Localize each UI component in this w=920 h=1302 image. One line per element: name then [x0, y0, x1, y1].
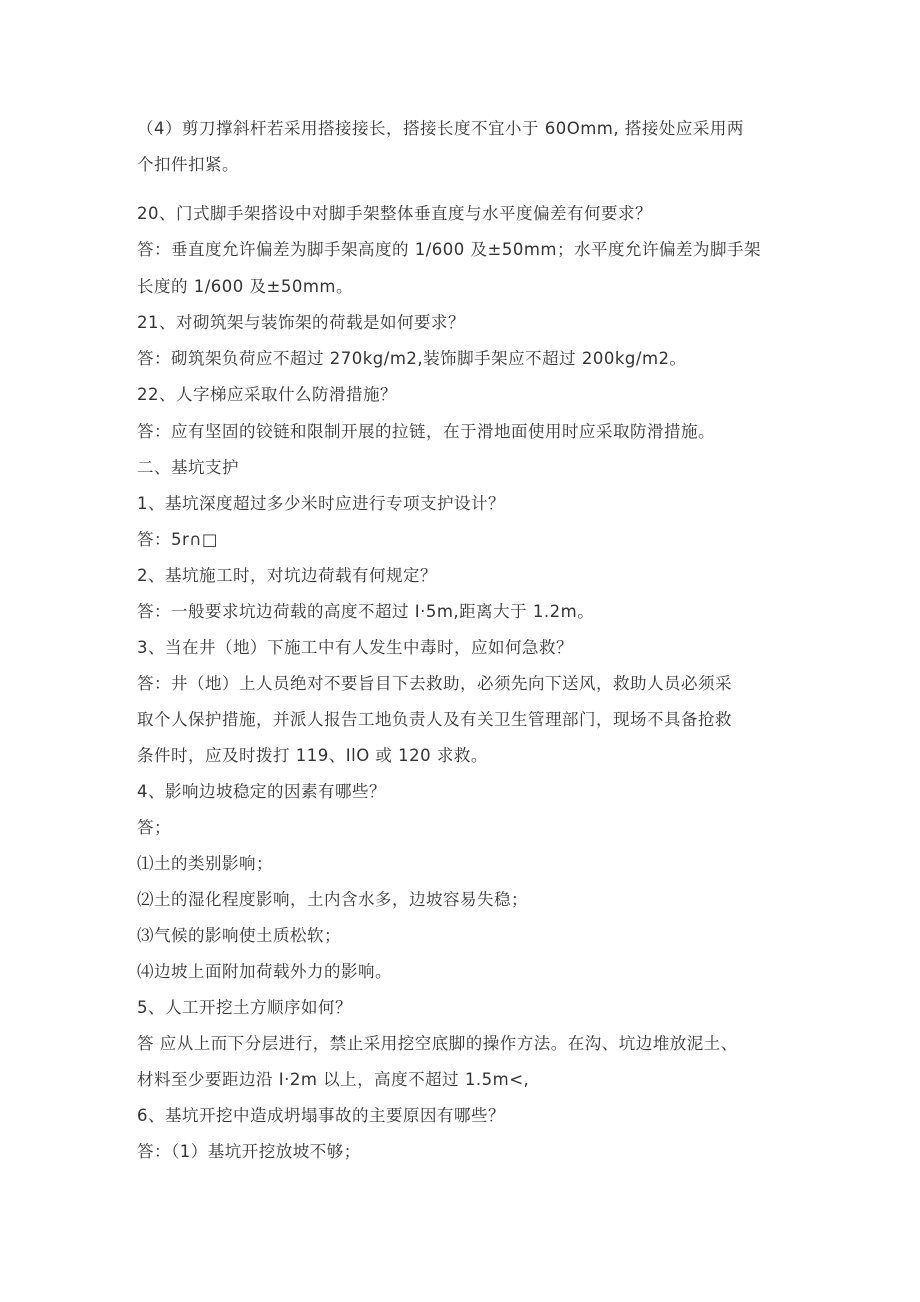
text-line: （4）剪刀撑斜杆若采用搭接接长，搭接长度不宜小于 60Omm, 搭接处应采用两 [137, 119, 744, 138]
question-6: 6、基坑开挖中造成坍塌事故的主要原因有哪些？ [137, 1106, 505, 1125]
answer-20: 答：垂直度允许偏差为脚手架高度的 1/600 及±50mm；水平度允许偏差为脚手架 [137, 240, 762, 259]
answer-4: 答； [137, 818, 171, 837]
answer-1: 答：5r∩□ [137, 530, 218, 549]
question-3: 3、当在井（地）下施工中有人发生中毒时，应如何急救？ [137, 638, 573, 657]
question-20: 20、门式脚手架搭设中对脚手架整体垂直度与水平度偏差有何要求？ [137, 204, 652, 223]
text-line: 材料至少要距边沿 I·2m 以上，高度不超过 1.5m<, [137, 1070, 530, 1089]
list-item: ⑶气候的影响使土质松软； [137, 926, 341, 945]
question-4: 4、影响边坡稳定的因素有哪些？ [137, 782, 386, 801]
list-item: ⑷边坡上面附加荷载外力的影响。 [137, 962, 392, 981]
answer-3: 答：井（地）上人员绝对不要旨目下去救助，必须先向下送风，救助人员必须采 [137, 674, 732, 693]
text-line: 个扣件扣紧。 [137, 155, 239, 174]
question-2: 2、基坑施工时，对坑边荷载有何规定？ [137, 566, 437, 585]
list-item: ⑴土的类别影响； [137, 854, 273, 873]
text-line: 长度的 1/600 及±50mm。 [137, 277, 354, 296]
question-1: 1、基坑深度超过多少米时应进行专项支护设计？ [137, 494, 505, 513]
text-line: 条件时，应及时拨打 119、IlO 或 120 求救。 [137, 746, 488, 765]
answer-21: 答：砌筑架负荷应不超过 270kg/m2,装饰脚手架应不超过 200kg/m2。 [137, 349, 687, 368]
answer-22: 答：应有坚固的铰链和限制开展的拉链，在于滑地面使用时应采取防滑措施。 [137, 422, 715, 441]
question-22: 22、人字梯应采取什么防滑措施？ [137, 385, 397, 404]
section-heading: 二、基坑支护 [137, 458, 239, 477]
answer-5: 答 应从上而下分层进行，禁止采用挖空底脚的操作方法。在沟、坑边堆放泥土、 [137, 1034, 738, 1053]
list-item: ⑵土的湿化程度影响，土内含水多，边坡容易失稳； [137, 890, 528, 909]
text-line: 取个人保护措施，并派人报告工地负责人及有关卫生管理部门，现场不具备抢救 [137, 710, 732, 729]
question-5: 5、人工开挖土方顺序如何？ [137, 998, 352, 1017]
answer-2: 答：一般要求坑边荷载的高度不超过 I·5m,距离大于 1.2m。 [137, 602, 595, 621]
answer-6: 答：（1）基坑开挖放坡不够； [137, 1142, 361, 1161]
question-21: 21、对砌筑架与装饰架的荷载是如何要求？ [137, 313, 465, 332]
